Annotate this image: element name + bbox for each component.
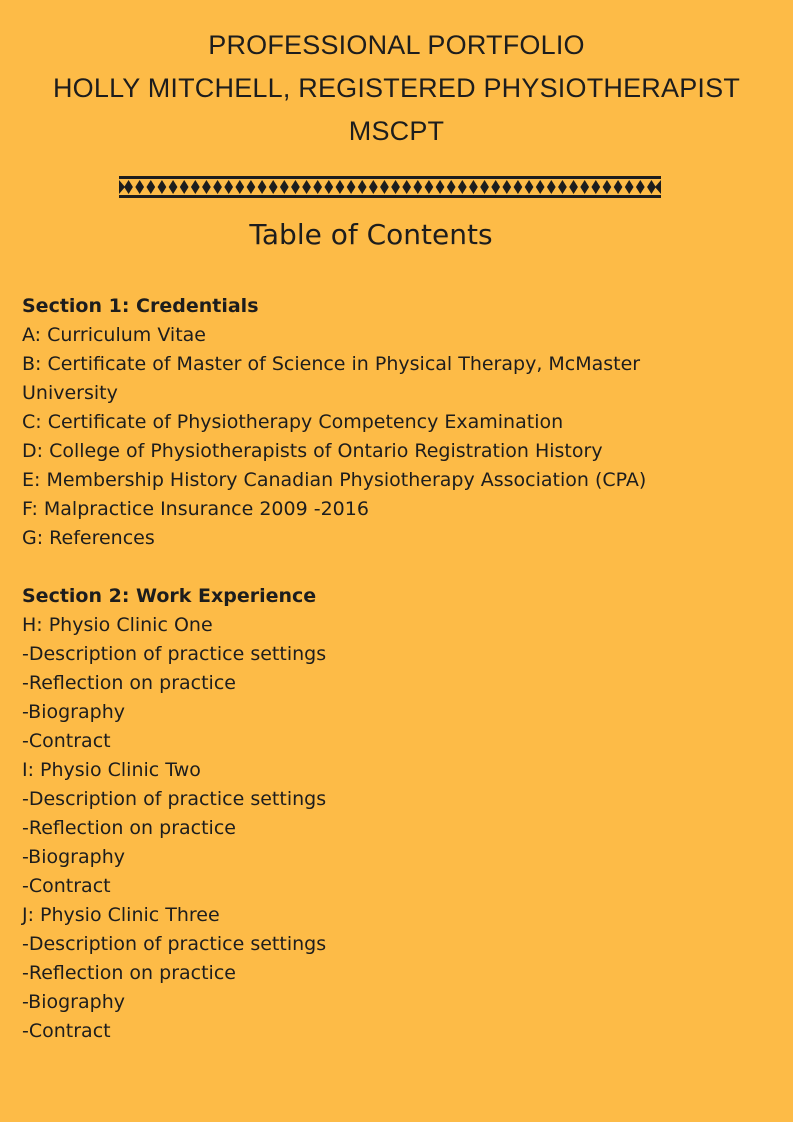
divider-diamond bbox=[402, 180, 411, 194]
toc-item-a: A: Curriculum Vitae bbox=[22, 324, 206, 346]
divider-diamond bbox=[480, 180, 489, 194]
toc-subitem: -Contract bbox=[22, 730, 111, 752]
toc-subitem: -Contract bbox=[22, 1020, 111, 1042]
divider-diamond bbox=[369, 180, 378, 194]
divider-diamond bbox=[491, 180, 500, 194]
divider-diamond bbox=[358, 180, 367, 194]
toc-item-f: F: Malpractice Insurance 2009 -2016 bbox=[22, 498, 369, 520]
divider-diamond bbox=[413, 180, 422, 194]
divider-diamond bbox=[614, 180, 623, 194]
toc-subitem: -Biography bbox=[22, 846, 125, 868]
toc-subitem: -Reflection on practice bbox=[22, 672, 236, 694]
divider-diamond bbox=[202, 180, 211, 194]
divider-diamond bbox=[280, 180, 289, 194]
divider-diamond bbox=[525, 180, 534, 194]
toc-title: Table of Contents bbox=[249, 218, 493, 251]
section-1-heading: Section 1: Credentials bbox=[22, 295, 259, 317]
divider-diamond bbox=[347, 180, 356, 194]
divider-diamond bbox=[603, 180, 612, 194]
divider-diamond bbox=[124, 180, 133, 194]
divider-diamond bbox=[291, 180, 300, 194]
divider-diamond bbox=[447, 180, 456, 194]
divider-diamond bbox=[547, 180, 556, 194]
toc-subitem: -Biography bbox=[22, 701, 125, 723]
divider-diamond bbox=[313, 180, 322, 194]
divider-diamond bbox=[425, 180, 434, 194]
divider-diamond bbox=[146, 180, 155, 194]
divider-diamond bbox=[636, 180, 645, 194]
divider-diamond bbox=[591, 180, 600, 194]
divider-diamond bbox=[436, 180, 445, 194]
divider-diamond bbox=[135, 180, 144, 194]
toc-item-h: H: Physio Clinic One bbox=[22, 614, 213, 636]
divider-diamond bbox=[180, 180, 189, 194]
toc-subitem: -Description of practice settings bbox=[22, 643, 327, 665]
portfolio-header bbox=[0, 24, 793, 153]
divider-end-left bbox=[119, 180, 125, 194]
section-2-heading: Section 2: Work Experience bbox=[22, 585, 317, 607]
divider-diamond bbox=[247, 180, 256, 194]
header-name: HOLLY MITCHELL, REGISTERED PHYSIOTHERAPIST bbox=[52, 73, 741, 103]
toc-item-j: J: Physio Clinic Three bbox=[22, 904, 220, 926]
divider-end-right bbox=[655, 180, 661, 194]
divider-diamond bbox=[224, 180, 233, 194]
divider-diamond bbox=[391, 180, 400, 194]
divider-diamond bbox=[380, 180, 389, 194]
divider-diamond bbox=[625, 180, 634, 194]
divider-diamond bbox=[235, 180, 244, 194]
toc-subitem: -Biography bbox=[22, 991, 125, 1013]
toc-subitem: -Contract bbox=[22, 875, 111, 897]
divider-diamond bbox=[536, 180, 545, 194]
divider-diamond bbox=[647, 180, 656, 194]
toc-item-i: I: Physio Clinic Two bbox=[22, 759, 201, 781]
toc-item-c: C: Certificate of Physiotherapy Competency Examination bbox=[22, 411, 564, 433]
toc-subitem: -Description of practice settings bbox=[22, 788, 327, 810]
toc-item-g: G: References bbox=[22, 527, 155, 549]
divider-diamond bbox=[569, 180, 578, 194]
divider-diamond bbox=[336, 180, 345, 194]
toc-subitem: -Reflection on practice bbox=[22, 962, 236, 984]
ornamental-divider bbox=[119, 176, 661, 198]
toc-subitem: -Description of practice settings bbox=[22, 933, 327, 955]
toc-content bbox=[22, 292, 762, 1046]
toc-subitem: -Reflection on practice bbox=[22, 817, 236, 839]
divider-diamond bbox=[514, 180, 523, 194]
divider-diamond bbox=[469, 180, 478, 194]
divider-diamond bbox=[191, 180, 200, 194]
divider-diamond bbox=[324, 180, 333, 194]
section-spacer bbox=[22, 553, 762, 582]
toc-item-b: B: Certificate of Master of Science in Physical Therapy, McMaster University bbox=[22, 353, 641, 404]
divider-diamond bbox=[169, 180, 178, 194]
divider-diamond bbox=[258, 180, 267, 194]
divider-diamond bbox=[302, 180, 311, 194]
header-title: PROFESSIONAL PORTFOLIO bbox=[208, 30, 585, 60]
divider-diamond bbox=[269, 180, 278, 194]
toc-item-d: D: College of Physiotherapists of Ontario Registration History bbox=[22, 440, 603, 462]
divider-diamond bbox=[213, 180, 222, 194]
divider-diamond bbox=[502, 180, 511, 194]
divider-diamond bbox=[158, 180, 167, 194]
header-credential: MSCPT bbox=[348, 116, 445, 146]
divider-diamond bbox=[580, 180, 589, 194]
divider-diamond bbox=[458, 180, 467, 194]
divider-diamond bbox=[558, 180, 567, 194]
toc-item-e: E: Membership History Canadian Physiotherapy Association (CPA) bbox=[22, 469, 647, 491]
